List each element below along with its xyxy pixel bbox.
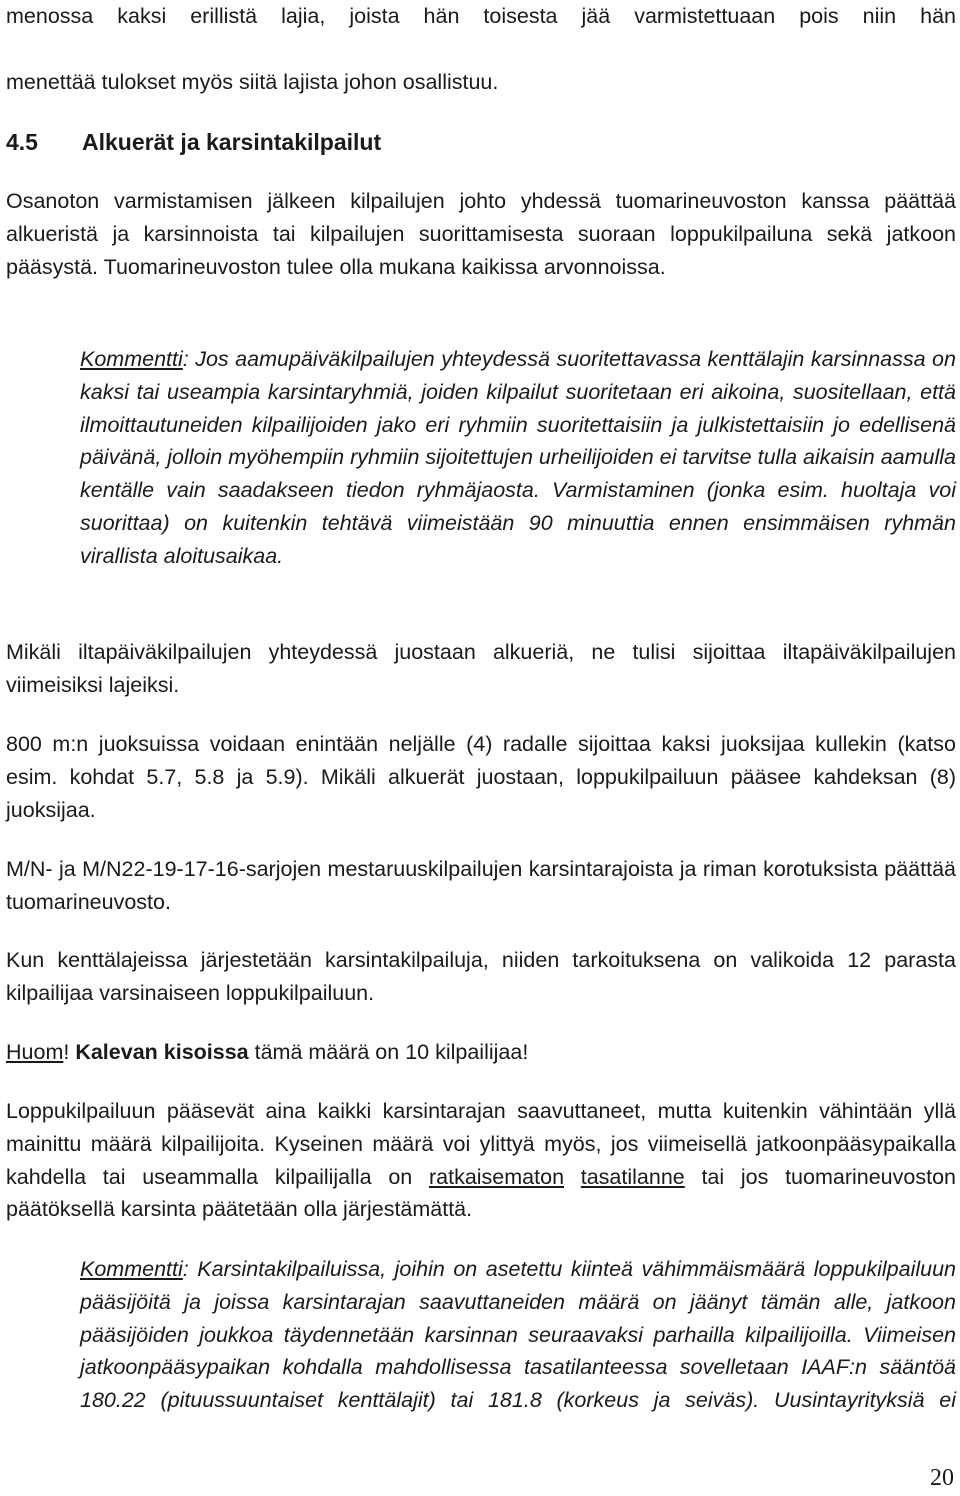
text-line: menossa kaksi erillistä lajia, joista hän toisesta jää varmistettuaan pois niin hän [6, 4, 956, 28]
text-line: Kun kenttälajeissa järjestetään karsintakilpailuja, niiden tarkoituksena on valikoida 12 [6, 948, 872, 972]
comment-label: Kommentti [80, 1257, 183, 1281]
text-line: karsinnassa on kaksi tai useampia karsintaryhmiä, joiden kilpailut suoritetaan [80, 347, 956, 404]
note-exclamation: ! [63, 1040, 70, 1064]
text-line: saadakseen tiedon ryhmäjaosta. Varmistaminen (jonka esim. huoltaja voi [217, 478, 956, 503]
paragraph [6, 853, 956, 919]
text-line: Osanoton varmistamisen jälkeen kilpailujen johto yhdessä tuomarineuvoston kanssa [6, 189, 870, 213]
paragraph [6, 636, 956, 702]
paragraph [6, 944, 956, 1010]
text-line: korotuksista päättää tuomarineuvosto. [6, 857, 956, 914]
section-number: 4.5 [6, 129, 38, 155]
text-line: M/N- ja M/N22-19-17-16-sarjojen mestaruuskilpailujen karsintarajoista ja riman [6, 857, 757, 881]
text-line: : Jos aamupäiväkilpailujen yhteydessä suoritettavassa kenttälajin [182, 347, 805, 371]
section-heading [6, 126, 381, 158]
text-line: 800 m:n juoksuissa voidaan enintään neljälle (4) radalle sijoittaa kaksi juoksijaa kullekin [6, 732, 887, 756]
text-line: viimeisellä jatkoonpääsypaikalla kahdella tai useammalla kilpailijalla on [6, 1131, 956, 1189]
text-line: (katso esim. kohdat 5.7, 5.8 ja 5.9). Mikäli alkuerät juostaan, loppukilpailuun pääsee [6, 732, 956, 789]
text-line: Mikäli iltapäiväkilpailujen yhteydessä juostaan alkueriä, ne tulisi sijoittaa [6, 640, 766, 664]
comment-block [80, 1253, 956, 1450]
paragraph [6, 1095, 956, 1226]
comment-label: Kommentti [80, 347, 183, 371]
text-line: ryhmän virallista aloitusaikaa. [80, 510, 956, 568]
text-line: parasta kilpailijaa varsinaiseen loppukilpailuun. [6, 948, 956, 1005]
text-line: tai jos tuomarineuvoston päätöksellä karsinta päätetään olla järjestämättä. [6, 1164, 956, 1222]
text-line: suoritettaisiin ja julkistettaisiin jo edellisenä päivänä, jolloin myöhempiin [80, 412, 956, 470]
section-title: Alkuerät ja karsintakilpailut [82, 129, 382, 155]
paragraph-note [6, 1036, 956, 1069]
underlined-text: tasatilanne [580, 1164, 685, 1189]
text-line: (pituussuuntaiset kenttälajit) tai 181.8 (korkeus ja seiväs). Uusintayrityksiä ei [160, 1388, 956, 1413]
text-line: vähintään yllä mainittu määrä kilpailijoita. Kyseinen määrä voi ylittyä myös, jos [6, 1099, 956, 1156]
text-line: : Karsintakilpailuissa, joihin on asetettu kiinteä vähimmäismäärä [182, 1257, 806, 1281]
text-line: tämä määrä on 10 kilpailijaa! [248, 1040, 529, 1064]
text-line: mahdollisessa tasatilanteessa sovelletaan IAAF:n sääntöä 180.22 [80, 1355, 956, 1413]
text-line: iltapäiväkilpailujen viimeisiksi lajeiksi. [6, 640, 956, 697]
text-line: loppukilpailuna sekä jatkoon pääsystä. Tuomarineuvoston tulee olla mukana kaikissa [6, 221, 956, 279]
paragraph-intro [6, 0, 956, 98]
text-line: ryhmiin sijoitettujen urheilijoiden ei tarvitse tulla aikaisin aamulla kentälle vain [80, 445, 956, 503]
text-line: suorittaa) on kuitenkin tehtävä viimeistään 90 minuuttia ennen ensimmäisen [80, 510, 870, 535]
text-line: Loppukilpailuun pääsevät aina kaikki karsintarajan saavuttaneet, mutta kuitenkin [6, 1099, 808, 1123]
paragraph [6, 185, 956, 283]
page-number: 20 [930, 1465, 954, 1491]
note-label: Huom [6, 1040, 64, 1064]
text-line: jäänyt tämän alle, jatkoon pääsijöiden joukkoa täydennetään karsinnan [80, 1289, 956, 1347]
text-line: kahdeksan (8) juoksijaa. [6, 764, 956, 822]
paragraph [6, 728, 956, 826]
underlined-text: ratkaisematon [428, 1164, 565, 1189]
text-line: eri aikoina, suositellaan, että ilmoittautuneiden kilpailijoiden jako eri ryhmiin [80, 379, 956, 437]
text-line: seuraavaksi parhailla kilpailijoilla. Viimeisen jatkoonpääsypaikan kohdalla [80, 1322, 956, 1380]
text-line: arvonnoissa. [543, 254, 666, 279]
text-line: loppukilpailuun pääsijöitä ja joissa karsintarajan saavuttaneiden määrä on [80, 1257, 956, 1314]
text-line: menettää tulokset myös siitä lajista johon osallistuu. [6, 69, 499, 94]
comment-block [80, 343, 956, 573]
bold-text: Kalevan kisoissa [75, 1040, 249, 1064]
text-line: päättää alkueristä ja karsinnoista tai kilpailujen suorittamisesta suoraan [6, 189, 956, 246]
